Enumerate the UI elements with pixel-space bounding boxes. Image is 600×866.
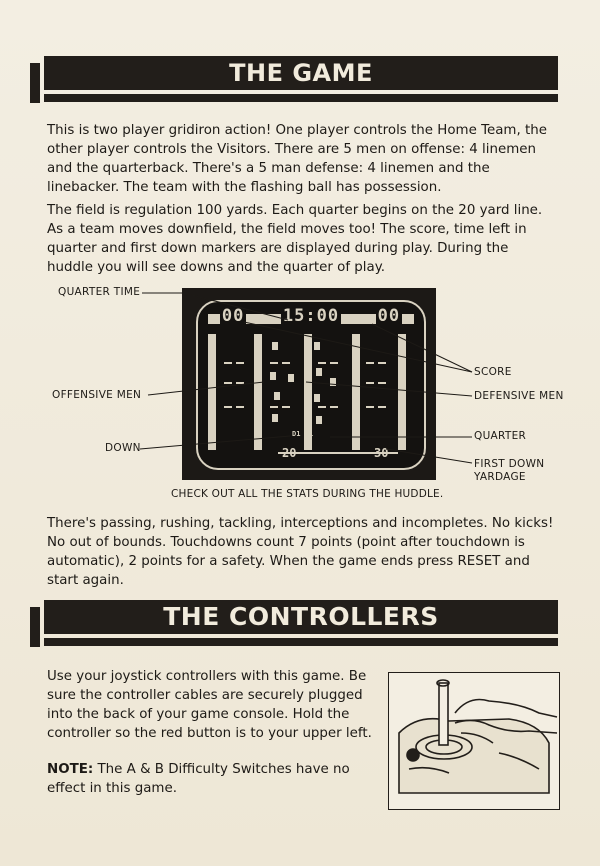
note-text: The A & B Difficulty Switches have no effect in this game. — [47, 762, 350, 796]
controllers-paragraph: Use your joystick controllers with this game. Be sure the controller cables are securely plugged into the back of your game console. Hold the controller so the red button is to your upper left. — [47, 669, 372, 741]
down-quarter-markers: D1 Q1 — [292, 430, 314, 438]
note-paragraph — [47, 760, 367, 798]
banner-stub — [30, 607, 40, 647]
section-title: THE GAME — [44, 56, 558, 90]
label-score: SCORE — [474, 366, 512, 378]
label-quarter: QUARTER — [474, 430, 527, 442]
banner-underline — [44, 638, 558, 646]
yard-marker-left: 20 — [282, 446, 297, 460]
section-title: THE CONTROLLERS — [44, 600, 558, 634]
label-quarter-time: QUARTER TIME — [58, 286, 141, 298]
label-offensive-men: OFFENSIVE MEN — [52, 389, 142, 401]
score-left: 00 — [221, 306, 245, 326]
score-right: 00 — [377, 306, 401, 326]
diagram-caption: CHECK OUT ALL THE STATS DURING THE HUDDLE. — [171, 488, 444, 500]
label-down: DOWN — [105, 442, 141, 454]
label-yardage: YARDAGE — [474, 471, 526, 483]
label-defensive-men: DEFENSIVE MEN — [474, 390, 564, 402]
joystick-hand-icon — [388, 672, 560, 810]
rules-paragraph: There's passing, rushing, tackling, interceptions and incompletes. No kicks! No out of bounds. Touchdowns count 7 points (point after touchdown is automatic), 2 points for a safety. When the game ends press RESET and start again. — [47, 516, 554, 588]
quarter-clock: 15:00 — [282, 306, 340, 326]
yard-marker-right: 30 — [374, 446, 389, 460]
note-label: NOTE: — [47, 762, 94, 777]
label-first-down: FIRST DOWN — [474, 458, 545, 470]
field-paragraph: The field is regulation 100 yards. Each quarter begins on the 20 yard line. As a team moves downfield, the field moves too! The score, time left in quarter and first down markers are displayed during play. During the huddle you will see downs and the quarter of play. — [47, 203, 543, 275]
intro-paragraph: This is two player gridiron action! One player controls the Home Team, the other player controls the Visitors. There are 5 men on offense: 4 linemen and the quarterback. There's a 5 man defense: 4 linemen and the linebacker. The team with the flashing ball has possession. — [47, 123, 547, 195]
section-banner-controllers — [30, 600, 558, 648]
